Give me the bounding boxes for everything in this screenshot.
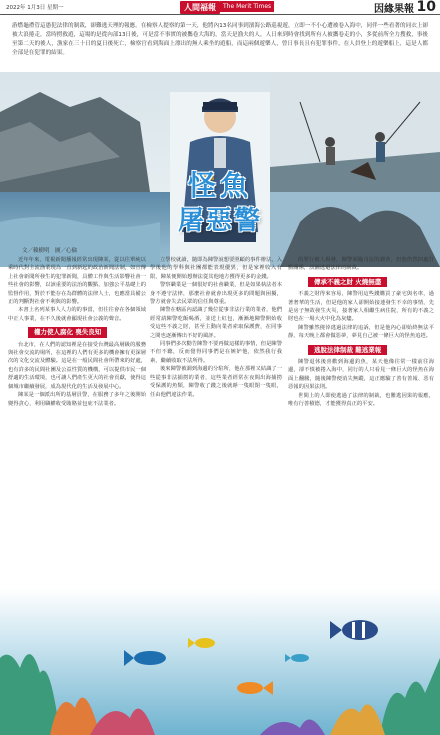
paragraph: 同事們多次勸告陳警不要再做這樣的事情，但是陳警不但不聽，反而覺得同事們是在嫉妒他，依然我行我素，繼續收取不法所得。 <box>150 341 282 364</box>
paragraph: 後來陳警被調到海邊的分駐所，他在那裡又結識了一些從事非法捕撈的業者，這些業者經常在夜間出海捕撈受保護的魚類，陳警收了錢之後就睜一隻眼閉一隻眼，任由他們違法作業。 <box>150 366 282 398</box>
underwater-illustration <box>0 588 440 735</box>
paragraph: 警察職業是一個很好的社會職業，但是如果執法者本身不遵守法律，那麼社會就會出現更多的問題與困擾，警方就會失去民眾的信任與尊重。 <box>150 282 282 306</box>
page-header <box>0 0 440 15</box>
paragraph: 不義之財得來容易，陳警用這些錢購買了豪宅與名車，過著奢華的生活，但是他的家人卻開始接連發生不幸的事情，先是房子無故發生火災，接著家人相繼生病住院，所有的不義之財也在一場大火中化為灰燼。 <box>288 291 434 323</box>
page-number: 10 <box>416 0 436 15</box>
column-3 <box>288 256 434 588</box>
byline: 文／賴樹明 圖／心倫 <box>22 248 78 254</box>
subhead: 權力使人腐化 喪失良知 <box>28 327 107 337</box>
paragraph: 陳警退休後喜歡到海邊釣魚，某天他像往常一樣前往海邊，卻不慎被捲入海中，同行的人只看見一條巨大的怪魚在海面上翻騰，隨後陳警便消失無蹤，這正應驗了善有善報、惡有惡報的因果法則。 <box>288 359 434 391</box>
paragraph: 世間上的人即使逃過了法律的制裁，也難逃因果的報應，唯有行善積德，才能獲得真正的平安。 <box>288 392 434 408</box>
intro-paragraph: 游燃龜禮管這愚犯法律的制裁，卻難逃天理的報應。在檢察人提察的第一天，他將內13名同事到濱海公路巡視遊，立即一不小心遭被卷入海中，同伴一些看著的同衣上卻被大浪捲走，當時撈救遊，這場的是從內部13日後，可是當不事實的被攜卷大海的，當天是漁夫的人，人日來到時會找到所有人被攜卷走的小，多從前所全力搜救，事後至第二天的後人，漁家在三十日的夏日後死亡，檢察官看到海面上漂出的無人乘坐的遊船，而這兩個遊樂人，曾日事長且有犯罪事件，在人員登上的遊樂船上，這是人都全部是在犯罪的結果。 <box>12 23 428 56</box>
hero-illustration <box>0 72 440 267</box>
newspaper-logo: 人間福報 <box>180 1 220 14</box>
issue-date: 2022年 1月3日 星期一 <box>6 5 64 11</box>
paragraph: 的罪行被人揭發，陳警面臨司法的調查，但他仍然四處打點關係，試圖逃避法律的制裁。 <box>288 257 434 272</box>
column-1 <box>8 256 146 588</box>
paragraph: 本書上名列某事人人力的的事當，但往往會在各個領域中正人事業，在不久後就會顯現社會公義的聲音。 <box>8 307 146 322</box>
paragraph: 近年年來，電視新聞播報經常出現陳某，從以往單純以乘時代對主流漁業現為一直到新起的政治新聞法制，如宣傳上社會新聞所發生的犯罪新聞，具體工作與生活影響社會一些社會的影響，以該重要的法治的觀點，加強公平基礎上的監督作用，對於不能存在為群體的法律人士，也應當具備公正的判斷對社會不利與的影響。 <box>8 257 146 306</box>
subhead: 逃脫法律制裁 難逃業報 <box>308 345 387 355</box>
column-2 <box>150 256 282 588</box>
section-title: 因緣果報 <box>374 4 414 15</box>
paragraph: 台北市，在人們的認知裡是在接受台灣最高層級的服務與社會交流的場所，在這裡的人們有更多的機會擁有更深層次的文化交流及體驗。這是在一般民間社會所帶來的好處，也有許多的民間社團及公益性質的機構，可以提供市民一個舒適的生活環境，也可讓人們產生更大的社會貢獻，使得這個城市繼續發展，成為現代化的生活及發展中心。 <box>8 341 146 390</box>
newspaper-logo-en: The Merit Times <box>220 1 274 12</box>
paragraph: 陳警雖然僥倖逃過法律的追訴，但是他內心卻始終無法平靜，每天晚上都會做惡夢，夢見自己被一條巨大的怪魚追趕。 <box>288 324 434 340</box>
headline <box>165 170 275 236</box>
subhead: 傳承不義之財 火燒無盡 <box>308 277 387 287</box>
paragraph: 陳警在轄區內認識了幾位從事非法行業的業者，他們經常請陳警吃飯喝酒，並送上紅包，漸漸地陳警開始收受這些不義之財，甚至主動向業者索取保護費，在同事之間也逐漸傳出不好的風評。 <box>150 307 282 339</box>
paragraph: 立學校就讀，隨即為陳警說想要照顧的事件辦法，入學後他的學科與社團都能表現優異，但是家裡收入有限，陳某便開始想辦法從其他地方獲得更多的金錢。 <box>150 257 282 280</box>
paragraph: 陳某是一個派出所的基層員警，在服務了多年之後開始變得貪心，利用職權收受賄賂並包庇不法業者。 <box>8 392 146 407</box>
headline-line2: 屠惡警 <box>177 206 262 236</box>
headline-line1: 怪魚 <box>187 169 252 202</box>
